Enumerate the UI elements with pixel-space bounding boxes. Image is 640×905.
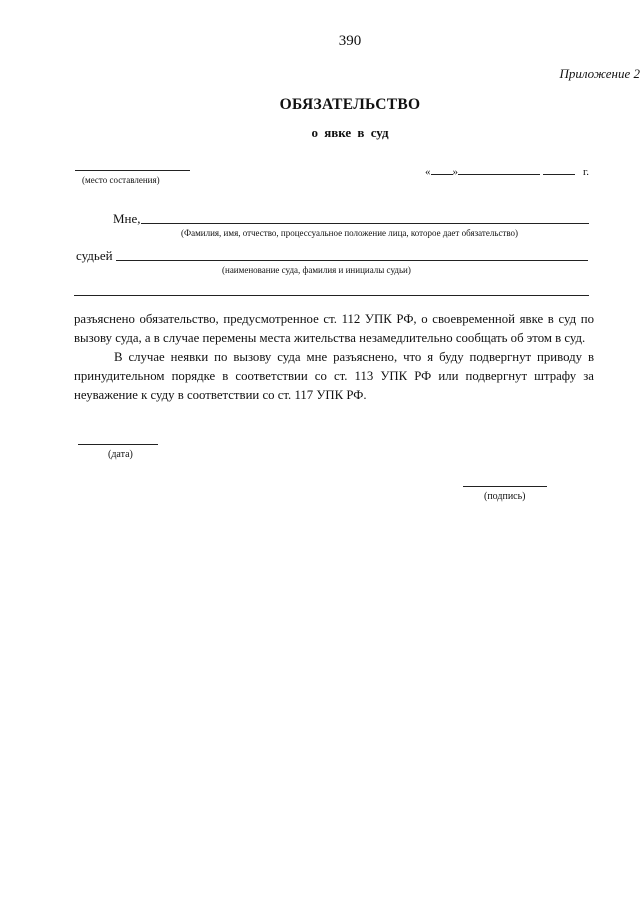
date-open-quote: « — [425, 166, 431, 178]
paragraph-consequences: В случае неявки по вызову суда мне разъяснено, что я буду подвергнут приводу в принудительном порядке в соответствии со ст. 113 УПК РФ или подвергнут штрафу за неуважение к суду в соответствии со ст. 117 УПК РФ. — [74, 350, 594, 402]
document-subtitle: о явке в суд — [311, 125, 389, 140]
paragraph-explanation: разъяснено обязательство, предусмотренное ст. 112 УПК РФ, о своевременной явке в суд по вызову суда, а в случае перемены места жительства незамедлительно сообщать об этом в суд. — [74, 312, 594, 345]
me-line — [141, 223, 589, 224]
date-line — [78, 444, 158, 445]
signature-caption: (подпись) — [484, 491, 526, 502]
place-line — [75, 170, 190, 171]
judge-caption: (наименование суда, фамилия и инициалы судьи) — [222, 265, 411, 275]
date-caption: (дата) — [108, 449, 133, 460]
place-caption: (место составления) — [82, 175, 160, 185]
me-caption: (Фамилия, имя, отчество, процессуальное положение лица, которое дает обязательство) — [181, 228, 519, 238]
page-number: 390 — [338, 33, 362, 49]
appendix-label: Приложение 2 — [559, 66, 640, 81]
extra-line — [74, 295, 589, 296]
date-year-suffix: г. — [583, 166, 590, 178]
me-label: Мне, — [113, 211, 141, 226]
signature-line — [463, 486, 547, 487]
date-field — [425, 163, 589, 178]
date-close-quote: » — [452, 166, 458, 178]
judge-label: судьей — [76, 248, 113, 263]
document-title: ОБЯЗАТЕЛЬСТВО — [279, 96, 421, 113]
judge-line — [116, 260, 588, 261]
